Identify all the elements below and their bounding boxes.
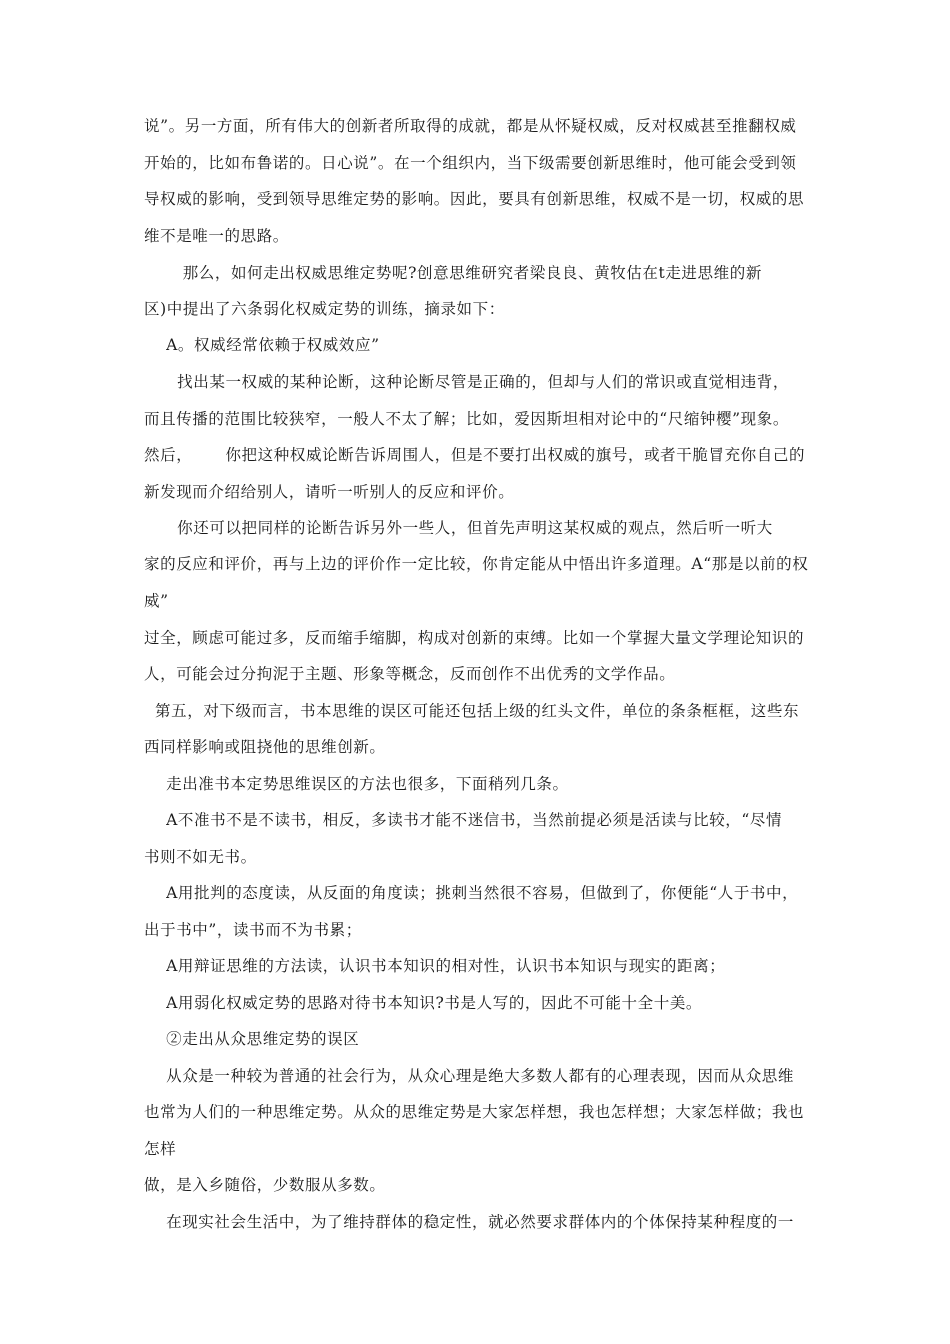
text-line: A用弱化权威定势的思路对待书本知识?书是人写的，因此不可能十全十美。	[144, 994, 703, 1012]
text-line: 也常为人们的一种思维定势。从众的思维定势是大家怎样想，我也怎样想；大家怎样做；我也	[144, 1103, 805, 1121]
text-line: 书则不如无书。	[144, 848, 257, 866]
section-heading: ②走出从众思维定势的误区	[144, 1030, 360, 1048]
text-line: 第五，对下级而言，书本思维的误区可能还包括上级的红头文件，单位的条条框框，这些东	[144, 702, 800, 720]
text-line: 怎样	[144, 1140, 177, 1158]
text-line: 家的反应和评价，再与上边的评价作一定比较，你肯定能从中悟出许多道理。A“那是以前的权	[144, 555, 809, 573]
text-line: 威”	[144, 592, 169, 610]
text-line: 说”。另一方面，所有伟大的创新者所取得的成就，都是从怀疑权威，反对权威甚至推翻权威	[144, 117, 797, 135]
text-line: 新发现而介绍给别人，请听一听别人的反应和评价。	[144, 483, 515, 501]
text-line: A不准书不是不读书，相反，多读书才能不迷信书，当然前提必须是活读与比较，“尽情	[144, 811, 783, 829]
text-line: A用批判的态度读，从反面的角度读；挑刺当然很不容易，但做到了，你便能“人于书中，	[144, 884, 799, 902]
text-line: 导权威的影响，受到领导思维定势的影响。因此，要具有创新思维，权威不是一切，权威的思	[144, 190, 805, 208]
text-line: 人，可能会过分拘泥于主题、形象等概念，反而创作不出优秀的文学作品。	[144, 665, 676, 683]
text-line: 区)中提出了六条弱化权威定势的训练，摘录如下：	[144, 300, 505, 318]
text-line: 做，是入乡随俗，少数服从多数。	[144, 1176, 386, 1194]
text-line: A。权威经常依赖于权威效应”	[144, 336, 380, 354]
text-line: 在现实社会生活中，为了维持群体的稳定性，就必然要求群体内的个体保持某种程度的一	[144, 1213, 795, 1231]
text-line: 出于书中”，读书而不为书累；	[144, 921, 362, 939]
text-line: 然后， 你把这种权威论断告诉周围人，但是不要打出权威的旗号，或者干脆冒充你自己的	[144, 446, 806, 464]
text-line: A用辩证思维的方法读，认识书本知识的相对性，认识书本知识与现实的距离；	[144, 957, 726, 975]
text-line: 那么，如何走出权威思维定势呢?创意思维研究者梁良良、黄牧估在t走进思维的新	[144, 264, 762, 282]
text-line: 维不是唯一的思路。	[144, 227, 289, 245]
text-line: 开始的，比如布鲁诺的。日心说”。在一个组织内，当下级需要创新思维时，他可能会受到领	[144, 154, 797, 172]
text-line: 你还可以把同样的论断告诉另外一些人，但首先声明这某权威的观点，然后听一听大	[144, 519, 773, 537]
text-line: 过全，顾虑可能过多，反而缩手缩脚，构成对创新的束缚。比如一个掌握大量文学理论知识的	[144, 629, 805, 647]
text-line: 走出准书本定势思维误区的方法也很多，下面稍列几条。	[144, 775, 569, 793]
text-line: 西同样影响或阻挠他的思维创新。	[144, 738, 386, 756]
text-line: 而且传播的范围比较狭窄，一般人不太了解；比如，爱因斯坦相对论中的“尺缩钟樱”现象。	[144, 410, 789, 428]
text-line: 从众是一种较为普通的社会行为，从众心理是绝大多数人都有的心理表现，因而从众思维	[144, 1067, 795, 1085]
text-line: 找出某一权威的某种论断，这种论断尽管是正确的，但却与人们的常识或直觉相违背，	[144, 373, 789, 391]
